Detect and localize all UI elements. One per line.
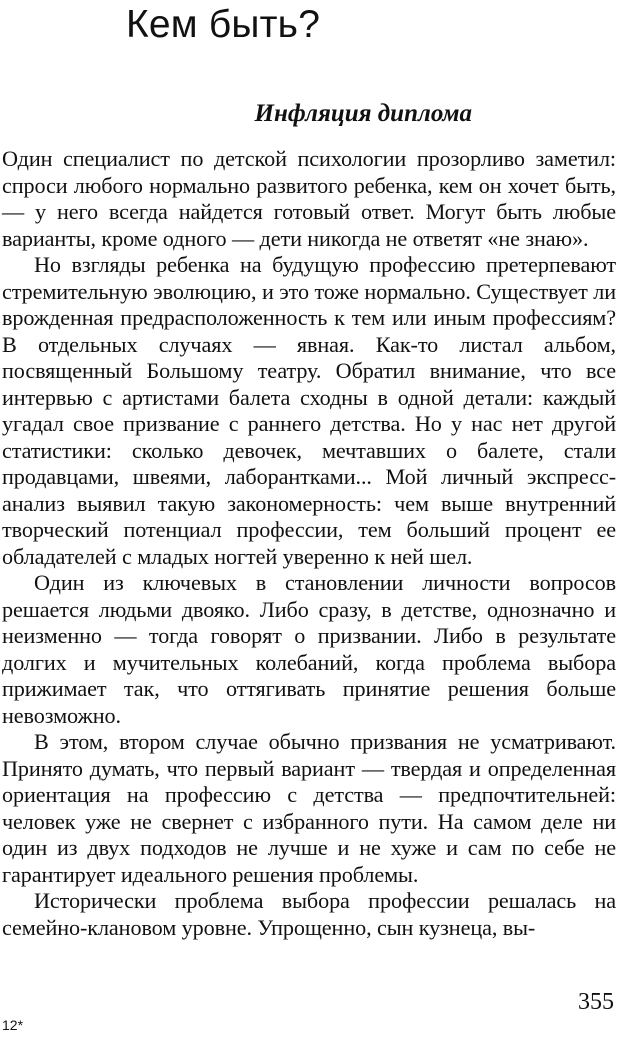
- chapter-title: Кем быть?: [126, 3, 321, 46]
- paragraph: Один из ключевых в становлении личности вопросов решается людьми двояко. Либо сразу, в детстве, однозначно и неизменно — тогда говорят о призвании. Либо в результате долгих и мучительных колебаний, когда проблема выбора прижимает так, что оттягивать принятие решения больше невозможно.: [2, 570, 616, 728]
- paragraph: Один специалист по детской психологии прозорливо заметил: спроси любого нормально развитого ребенка, кем он хочет быть, — у него всегда найдется готовый ответ. Могут быть любые варианты, кроме одного — дети никогда не ответят «не знаю».: [2, 146, 616, 251]
- paragraph: Исторически проблема выбора профессии решалась на семейно-клановом уровне. Упрощенно, сын кузнеца, вы-: [2, 888, 616, 940]
- signature-mark: 12*: [2, 1017, 24, 1033]
- page-number: 355: [578, 989, 614, 1015]
- section-title: Инфляция диплома: [254, 100, 472, 127]
- paragraph: В этом, втором случае обычно призвания не усматривают. Принято думать, что первый вариант — твердая и определенная ориентация на профессию с детства — предпочтительней: человек уже не свернет с избранного пути. На самом деле ни один из двух подходов не лучше и не хуже и сам по себе не гарантирует идеального решения проблемы.: [2, 729, 616, 887]
- paragraph: Но взгляды ребенка на будущую профессию претерпевают стремительную эволюцию, и это тоже нормально. Существует ли врожденная предрасположенность к тем или иным профессиям? В отдельных случаях — явная. Как-то листал альбом, посвященный Большому театру. Обратил внимание, что все интервью с артистами балета сходны в одной детали: каждый угадал свое призвание с раннего детства. Но у нас нет другой статистики: сколько девочек, мечтавших о балете, стали продавцами, швеями, лаборантками... Мой личный экспресс-анализ выявил такую закономерность: чем выше внутренний творческий потенциал профессии, тем больший процент ее обладателей с младых ногтей уверенно к ней шел.: [2, 252, 616, 569]
- body-text: [2, 146, 616, 941]
